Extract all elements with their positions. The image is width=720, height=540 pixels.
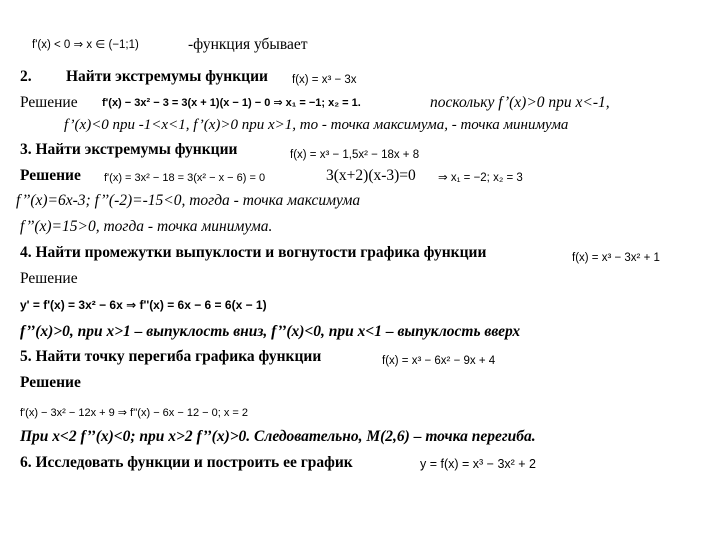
task-3-factored-equation: 3(x+2)(x-3)=0 — [326, 167, 416, 184]
task-2-heading: Найти экстремумы функции — [66, 68, 268, 85]
task-5-solution-label: Решение — [20, 374, 81, 391]
task-4-heading: 4. Найти промежутки выпуклости и вогнутости графика функции — [20, 244, 487, 261]
task-2-solution-label: Решение — [20, 94, 78, 111]
task-3-heading: 3. Найти экстремумы функции — [20, 141, 238, 158]
task-2-solution-formula: f'(x) − 3x² − 3 = 3(x + 1)(x − 1) − 0 ⇒ x₁ = −1; x₂ = 1. — [102, 97, 361, 109]
text-function-decreasing: -функция убывает — [188, 36, 308, 53]
task-2-number: 2. — [20, 68, 32, 85]
task-3-second-derivative-max: f’’(x)=6x-3; f’’(-2)=-15<0, тогда - точка максимума — [16, 192, 361, 209]
task-5-inflection-conclusion: При x<2 f’’(x)<0; при x>2 f’’(x)>0. Следовательно, M(2,6) – точка перегиба. — [20, 428, 536, 445]
task-3-roots-formula: ⇒ x₁ = −2; x₂ = 3 — [438, 172, 523, 184]
task-4-solution-label: Решение — [20, 270, 78, 287]
task-3-derivative-formula: f'(x) = 3x² − 18 = 3(x² − x − 6) = 0 — [104, 172, 266, 184]
task-5-heading: 5. Найти точку перегиба графика функции — [20, 348, 322, 365]
task-2-formula: f(x) = x³ − 3x — [292, 74, 357, 86]
formula-derivative-negative: f'(x) < 0 ⇒ x ∈ (−1;1) — [32, 39, 139, 51]
task-2-extrema-conclusion: f’(x)<0 при -1<x<1, f’(x)>0 при x>1, то - точка максимума, - точка минимума — [64, 117, 569, 133]
task-2-solution-tail: поскольку f’(x)>0 при x<-1, — [430, 94, 610, 111]
task-4-formula: f(x) = x³ − 3x² + 1 — [572, 252, 660, 264]
task-5-derivatives-formula: f'(x) − 3x² − 12x + 9 ⇒ f''(x) − 6x − 12 − 0; x = 2 — [20, 407, 248, 419]
task-4-convexity-conclusion: f’’(x)>0, при x>1 – выпуклость вниз, f’’(x)<0, при x<1 – выпуклость вверх — [20, 323, 521, 340]
task-3-second-derivative-min: f’’(x)=15>0, тогда - точка минимума. — [20, 218, 273, 235]
task-3-formula: f(x) = x³ − 1,5x² − 18x + 8 — [290, 149, 420, 161]
task-5-formula: f(x) = x³ − 6x² − 9x + 4 — [382, 355, 496, 367]
task-6-heading: 6. Исследовать функции и построить ее график — [20, 454, 353, 471]
task-6-formula: y = f(x) = x³ − 3x² + 2 — [420, 457, 537, 471]
task-3-solution-label: Решение — [20, 167, 81, 184]
task-4-derivatives-formula: y' = f'(x) = 3x² − 6x ⇒ f''(x) = 6x − 6 = 6(x − 1) — [20, 298, 267, 312]
